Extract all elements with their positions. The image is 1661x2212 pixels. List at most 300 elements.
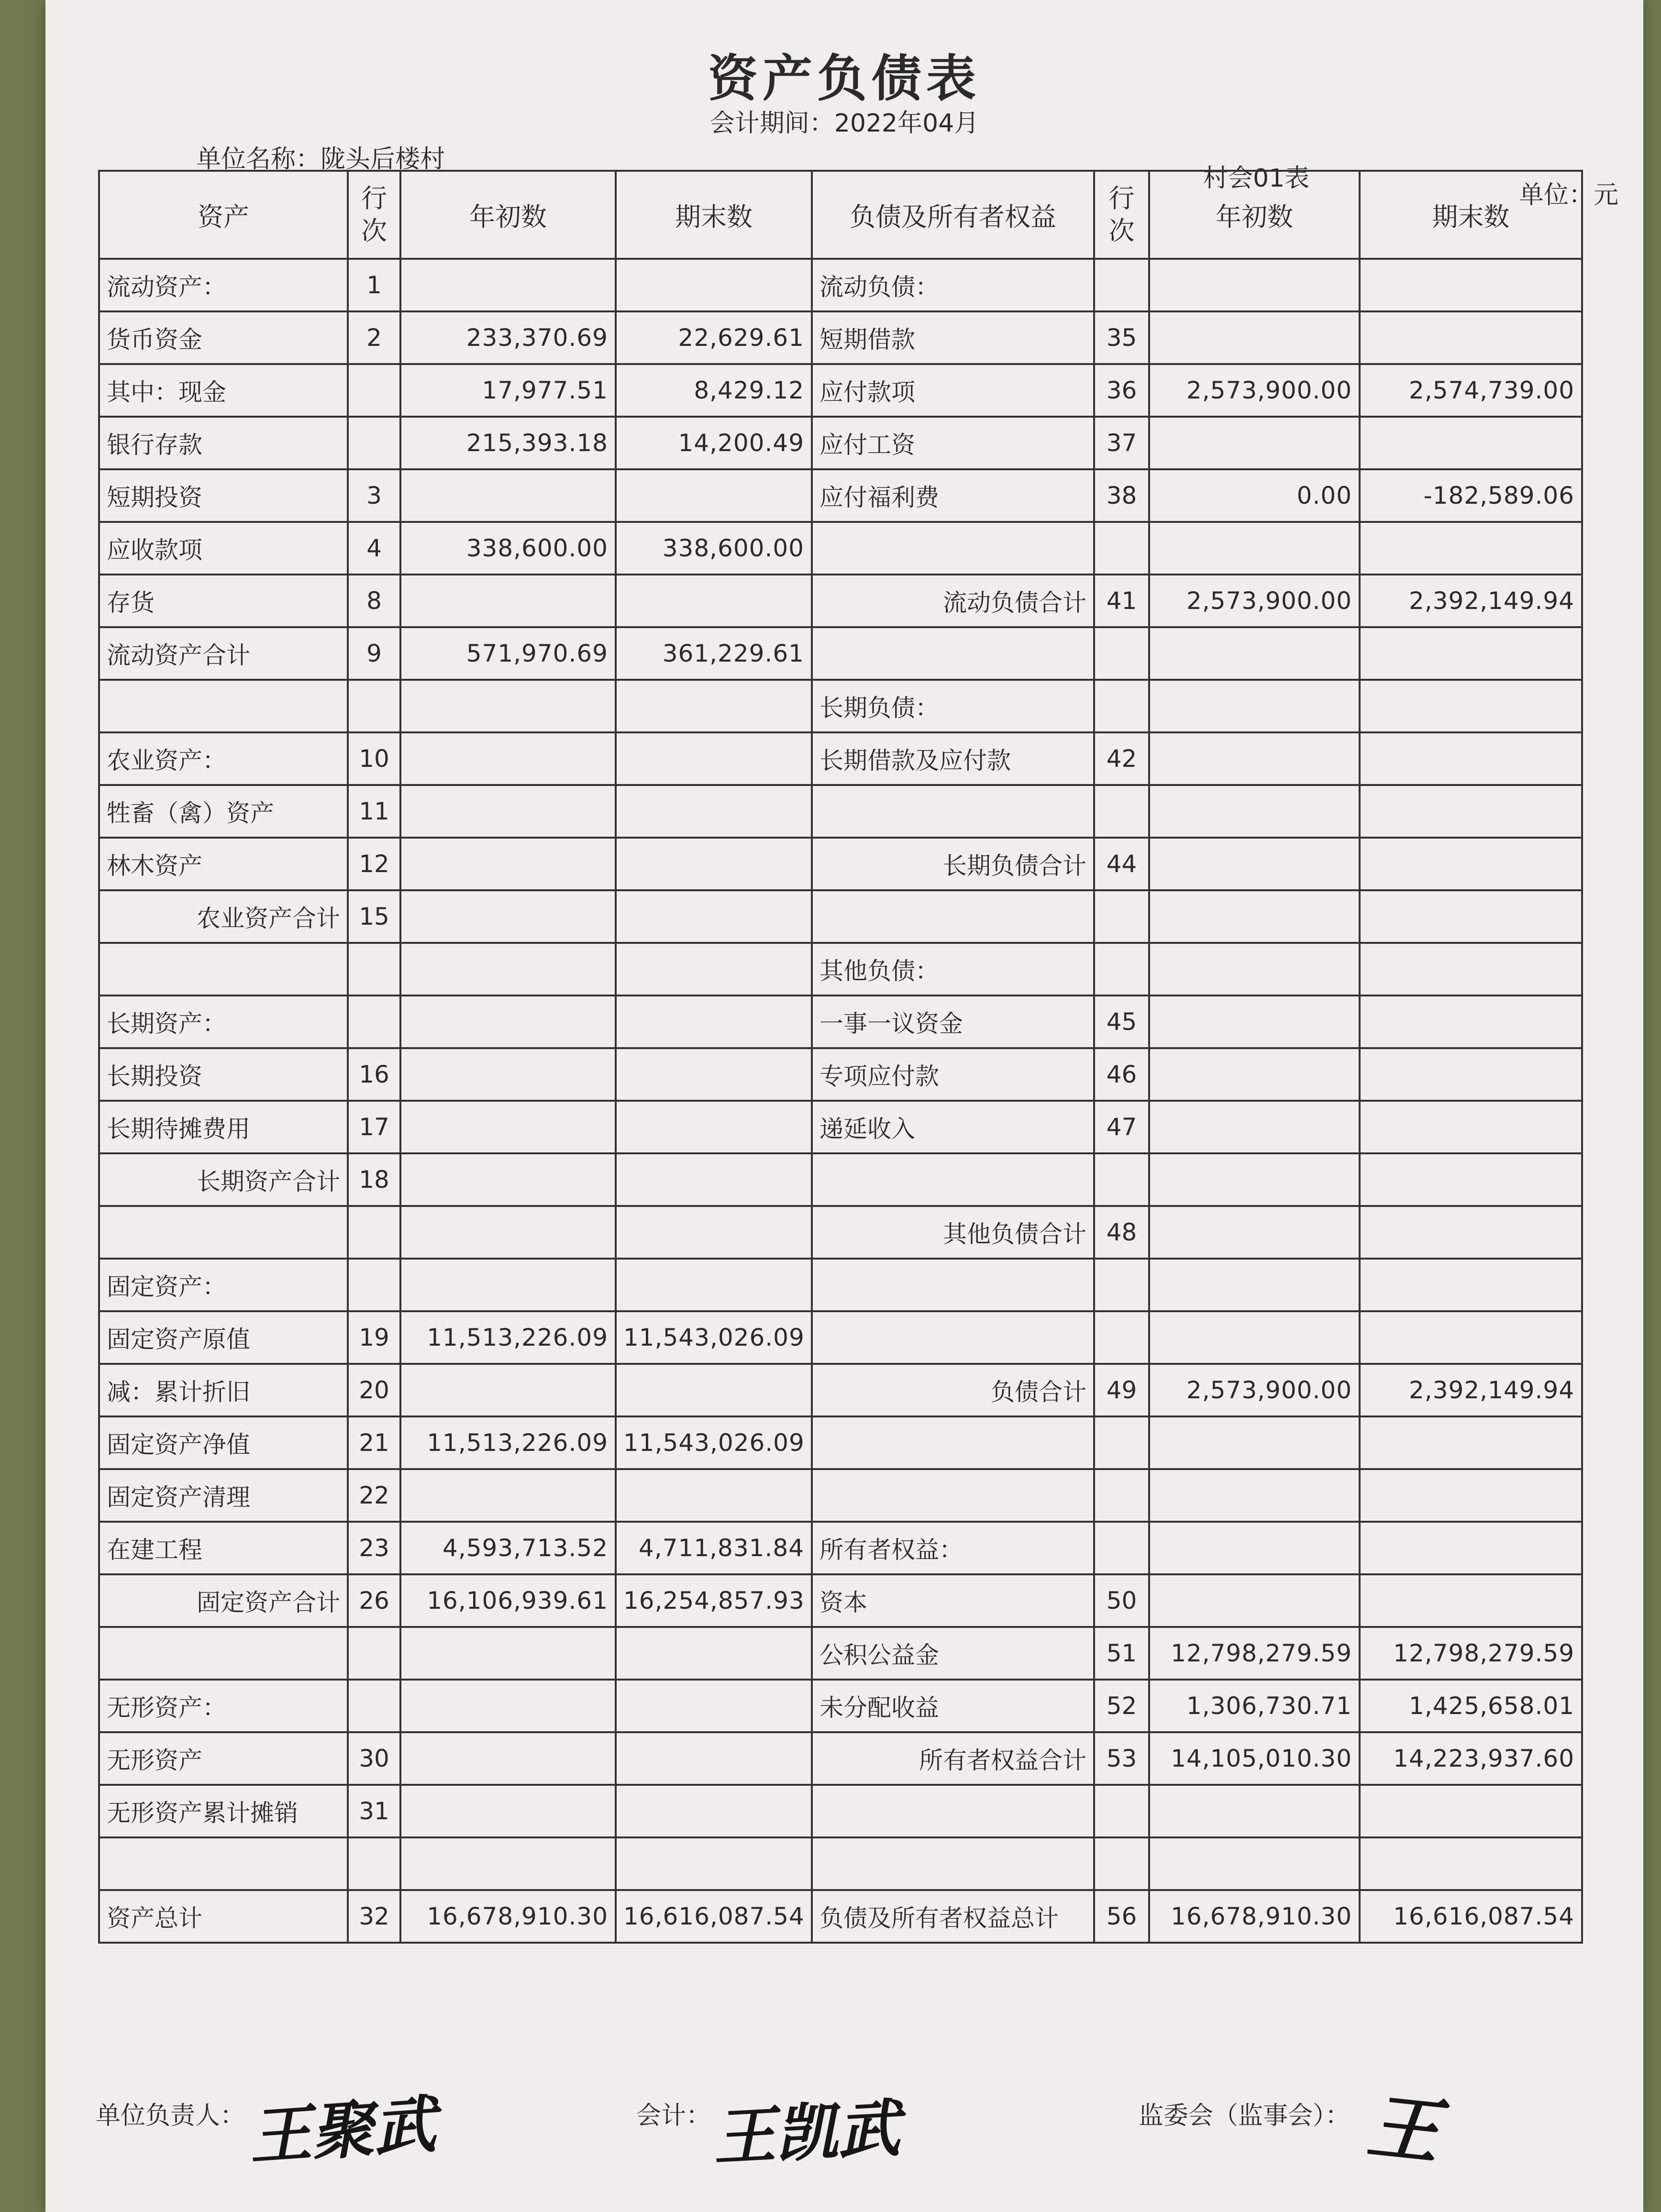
table-row xyxy=(99,1680,1582,1732)
asset-end-value: 22,629.61 xyxy=(616,311,812,364)
liability-begin-value xyxy=(1149,627,1360,680)
asset-end-value xyxy=(616,1837,812,1890)
supervisor-label: 监委会（监事会）： xyxy=(1139,2101,1351,2130)
table-row xyxy=(99,364,1582,417)
liability-line-no xyxy=(1094,259,1149,311)
asset-name: 银行存款 xyxy=(99,417,348,469)
header-assets: 资产 xyxy=(99,171,348,259)
asset-end-value xyxy=(616,1259,812,1311)
liability-name xyxy=(812,1416,1094,1469)
liability-line-no: 41 xyxy=(1094,575,1149,627)
table-row xyxy=(99,732,1582,785)
table-row xyxy=(99,627,1582,680)
liability-begin-value: 12,798,279.59 xyxy=(1149,1627,1360,1680)
liability-line-no: 50 xyxy=(1094,1574,1149,1627)
asset-begin-value: 11,513,226.09 xyxy=(400,1416,616,1469)
liability-begin-value xyxy=(1149,522,1360,575)
asset-line-no: 4 xyxy=(348,522,400,575)
asset-begin-value: 233,370.69 xyxy=(400,311,616,364)
liability-name: 一事一议资金 xyxy=(812,995,1094,1048)
liability-line-no: 46 xyxy=(1094,1048,1149,1101)
asset-begin-value xyxy=(400,259,616,311)
asset-begin-value: 16,678,910.30 xyxy=(400,1890,616,1943)
asset-name: 存货 xyxy=(99,575,348,627)
asset-end-value xyxy=(616,890,812,943)
table-row xyxy=(99,680,1582,732)
liability-begin-value: 1,306,730.71 xyxy=(1149,1680,1360,1732)
asset-end-value xyxy=(616,1732,812,1785)
asset-name: 货币资金 xyxy=(99,311,348,364)
liability-end-value xyxy=(1360,1101,1582,1153)
liability-end-value: 2,392,149.94 xyxy=(1360,1364,1582,1416)
liability-begin-value xyxy=(1149,680,1360,732)
asset-name xyxy=(99,1627,348,1680)
liability-end-value: -182,589.06 xyxy=(1360,469,1582,522)
asset-name: 固定资产净值 xyxy=(99,1416,348,1469)
liability-line-no xyxy=(1094,1311,1149,1364)
asset-name: 资产总计 xyxy=(99,1890,348,1943)
asset-line-no xyxy=(348,1680,400,1732)
table-row xyxy=(99,785,1582,838)
liability-begin-value xyxy=(1149,838,1360,890)
liability-line-no xyxy=(1094,1522,1149,1574)
asset-name: 在建工程 xyxy=(99,1522,348,1574)
accountant-label: 会计： xyxy=(636,2101,711,2130)
asset-begin-value xyxy=(400,1680,616,1732)
asset-name: 固定资产原值 xyxy=(99,1311,348,1364)
liability-name: 负债及所有者权益总计 xyxy=(812,1890,1094,1943)
balance-sheet-table xyxy=(98,170,1583,1944)
table-row xyxy=(99,469,1582,522)
liability-name: 所有者权益合计 xyxy=(812,1732,1094,1785)
liability-end-value xyxy=(1360,1522,1582,1574)
asset-end-value: 8,429.12 xyxy=(616,364,812,417)
liability-begin-value xyxy=(1149,1311,1360,1364)
table-row xyxy=(99,943,1582,995)
asset-end-value xyxy=(616,1680,812,1732)
liability-name xyxy=(812,1259,1094,1311)
liability-name: 其他负债合计 xyxy=(812,1206,1094,1259)
liability-end-value xyxy=(1360,311,1582,364)
unit-name: 单位名称：陇头后楼村 xyxy=(196,145,445,174)
liability-begin-value xyxy=(1149,1837,1360,1890)
asset-name: 其中：现金 xyxy=(99,364,348,417)
liability-end-value xyxy=(1360,522,1582,575)
table-row xyxy=(99,1469,1582,1522)
asset-end-value xyxy=(616,1785,812,1837)
liability-end-value xyxy=(1360,417,1582,469)
liability-begin-value xyxy=(1149,1469,1360,1522)
header-row xyxy=(99,171,1582,259)
table-row xyxy=(99,1574,1582,1627)
liability-begin-value xyxy=(1149,995,1360,1048)
liability-line-no xyxy=(1094,627,1149,680)
liability-name xyxy=(812,890,1094,943)
liability-line-no: 47 xyxy=(1094,1101,1149,1153)
asset-end-value xyxy=(616,1048,812,1101)
asset-line-no xyxy=(348,1206,400,1259)
liability-line-no xyxy=(1094,522,1149,575)
table-row xyxy=(99,1101,1582,1153)
table-row xyxy=(99,890,1582,943)
liability-begin-value: 2,573,900.00 xyxy=(1149,575,1360,627)
table-row xyxy=(99,1311,1582,1364)
liability-name: 应付款项 xyxy=(812,364,1094,417)
table-row xyxy=(99,1785,1582,1837)
asset-end-value xyxy=(616,838,812,890)
asset-line-no: 30 xyxy=(348,1732,400,1785)
liability-end-value: 12,798,279.59 xyxy=(1360,1627,1582,1680)
liability-end-value xyxy=(1360,943,1582,995)
liability-line-no: 56 xyxy=(1094,1890,1149,1943)
liability-end-value xyxy=(1360,1048,1582,1101)
asset-begin-value: 4,593,713.52 xyxy=(400,1522,616,1574)
asset-line-no: 26 xyxy=(348,1574,400,1627)
table-row xyxy=(99,259,1582,311)
asset-line-no: 32 xyxy=(348,1890,400,1943)
asset-end-value xyxy=(616,680,812,732)
liability-end-value xyxy=(1360,1153,1582,1206)
table-row xyxy=(99,1364,1582,1416)
asset-begin-value xyxy=(400,680,616,732)
asset-end-value xyxy=(616,785,812,838)
asset-end-value: 4,711,831.84 xyxy=(616,1522,812,1574)
asset-begin-value xyxy=(400,1153,616,1206)
liability-end-value xyxy=(1360,838,1582,890)
liability-end-value: 14,223,937.60 xyxy=(1360,1732,1582,1785)
table-row xyxy=(99,995,1582,1048)
liability-name: 负债合计 xyxy=(812,1364,1094,1416)
liability-line-no xyxy=(1094,1785,1149,1837)
asset-begin-value xyxy=(400,1206,616,1259)
liability-name xyxy=(812,1311,1094,1364)
liability-name xyxy=(812,785,1094,838)
liability-begin-value xyxy=(1149,417,1360,469)
asset-end-value: 11,543,026.09 xyxy=(616,1311,812,1364)
liability-name: 递延收入 xyxy=(812,1101,1094,1153)
asset-begin-value xyxy=(400,1364,616,1416)
supervisor-signature: 王 xyxy=(1363,2083,1444,2175)
asset-line-no xyxy=(348,1627,400,1680)
asset-line-no: 19 xyxy=(348,1311,400,1364)
liability-end-value xyxy=(1360,259,1582,311)
asset-line-no xyxy=(348,1837,400,1890)
asset-begin-value xyxy=(400,838,616,890)
liability-end-value xyxy=(1360,785,1582,838)
liability-line-no: 49 xyxy=(1094,1364,1149,1416)
asset-line-no: 31 xyxy=(348,1785,400,1837)
liability-name: 流动负债合计 xyxy=(812,575,1094,627)
table-row xyxy=(99,1259,1582,1311)
asset-name xyxy=(99,680,348,732)
liability-name xyxy=(812,1837,1094,1890)
asset-name: 林木资产 xyxy=(99,838,348,890)
asset-end-value xyxy=(616,1364,812,1416)
asset-name: 农业资产合计 xyxy=(99,890,348,943)
asset-name: 流动资产合计 xyxy=(99,627,348,680)
asset-name: 流动资产： xyxy=(99,259,348,311)
liability-line-no: 45 xyxy=(1094,995,1149,1048)
asset-line-no: 22 xyxy=(348,1469,400,1522)
asset-line-no: 3 xyxy=(348,469,400,522)
liability-line-no xyxy=(1094,1259,1149,1311)
liability-begin-value xyxy=(1149,1785,1360,1837)
asset-begin-value: 215,393.18 xyxy=(400,417,616,469)
liability-name: 未分配收益 xyxy=(812,1680,1094,1732)
liability-begin-value: 16,678,910.30 xyxy=(1149,1890,1360,1943)
liability-begin-value: 2,573,900.00 xyxy=(1149,1364,1360,1416)
asset-end-value xyxy=(616,995,812,1048)
asset-name: 农业资产： xyxy=(99,732,348,785)
asset-name: 固定资产： xyxy=(99,1259,348,1311)
asset-begin-value xyxy=(400,1837,616,1890)
asset-end-value: 11,543,026.09 xyxy=(616,1416,812,1469)
asset-name: 无形资产： xyxy=(99,1680,348,1732)
header-begin-2: 年初数 xyxy=(1149,171,1360,259)
asset-name: 固定资产合计 xyxy=(99,1574,348,1627)
liability-name: 其他负债： xyxy=(812,943,1094,995)
table-row xyxy=(99,1522,1582,1574)
asset-begin-value: 338,600.00 xyxy=(400,522,616,575)
liability-name xyxy=(812,522,1094,575)
liability-begin-value xyxy=(1149,1153,1360,1206)
table-row xyxy=(99,1153,1582,1206)
liability-name: 长期负债合计 xyxy=(812,838,1094,890)
asset-end-value xyxy=(616,1469,812,1522)
asset-line-no: 8 xyxy=(348,575,400,627)
liability-line-no xyxy=(1094,785,1149,838)
liability-name xyxy=(812,1153,1094,1206)
header-line-no: 行次 xyxy=(348,171,400,259)
liability-line-no: 38 xyxy=(1094,469,1149,522)
asset-name: 减：累计折旧 xyxy=(99,1364,348,1416)
liability-begin-value xyxy=(1149,785,1360,838)
liability-name: 所有者权益： xyxy=(812,1522,1094,1574)
liability-line-no xyxy=(1094,1837,1149,1890)
table-row xyxy=(99,1048,1582,1101)
asset-line-no: 1 xyxy=(348,259,400,311)
liability-end-value: 1,425,658.01 xyxy=(1360,1680,1582,1732)
asset-end-value: 16,616,087.54 xyxy=(616,1890,812,1943)
table-row xyxy=(99,838,1582,890)
asset-begin-value xyxy=(400,469,616,522)
asset-begin-value xyxy=(400,995,616,1048)
liability-line-no: 48 xyxy=(1094,1206,1149,1259)
liability-begin-value xyxy=(1149,259,1360,311)
liability-end-value xyxy=(1360,1785,1582,1837)
asset-line-no xyxy=(348,364,400,417)
liability-line-no: 44 xyxy=(1094,838,1149,890)
asset-name: 应收款项 xyxy=(99,522,348,575)
asset-end-value xyxy=(616,943,812,995)
asset-begin-value: 571,970.69 xyxy=(400,627,616,680)
liability-end-value xyxy=(1360,1469,1582,1522)
liability-begin-value xyxy=(1149,311,1360,364)
asset-name: 牲畜（禽）资产 xyxy=(99,785,348,838)
liability-begin-value: 2,573,900.00 xyxy=(1149,364,1360,417)
liability-end-value: 2,392,149.94 xyxy=(1360,575,1582,627)
liability-line-no: 51 xyxy=(1094,1627,1149,1680)
liability-begin-value xyxy=(1149,732,1360,785)
asset-begin-value xyxy=(400,1101,616,1153)
liability-end-value xyxy=(1360,1311,1582,1364)
accounting-period: 会计期间：2022年04月 xyxy=(709,109,979,138)
asset-begin-value: 16,106,939.61 xyxy=(400,1574,616,1627)
liability-name: 资本 xyxy=(812,1574,1094,1627)
asset-end-value: 16,254,857.93 xyxy=(616,1574,812,1627)
asset-line-no: 17 xyxy=(348,1101,400,1153)
asset-name: 无形资产 xyxy=(99,1732,348,1785)
liability-line-no xyxy=(1094,1416,1149,1469)
liability-end-value xyxy=(1360,1259,1582,1311)
asset-begin-value xyxy=(400,575,616,627)
table-row xyxy=(99,311,1582,364)
liability-line-no xyxy=(1094,943,1149,995)
liability-name: 短期借款 xyxy=(812,311,1094,364)
liability-begin-value: 0.00 xyxy=(1149,469,1360,522)
asset-begin-value xyxy=(400,1259,616,1311)
asset-begin-value xyxy=(400,1785,616,1837)
asset-name: 长期投资 xyxy=(99,1048,348,1101)
table-row xyxy=(99,1627,1582,1680)
liability-name: 长期负债： xyxy=(812,680,1094,732)
asset-line-no xyxy=(348,417,400,469)
header-end-2: 期末数 xyxy=(1360,171,1582,259)
liability-begin-value xyxy=(1149,1048,1360,1101)
liability-name: 流动负债： xyxy=(812,259,1094,311)
liability-line-no xyxy=(1094,1153,1149,1206)
asset-begin-value xyxy=(400,732,616,785)
liability-line-no: 52 xyxy=(1094,1680,1149,1732)
asset-end-value xyxy=(616,469,812,522)
liability-name xyxy=(812,1785,1094,1837)
liability-begin-value: 14,105,010.30 xyxy=(1149,1732,1360,1785)
header-line-no-2: 行次 xyxy=(1094,171,1149,259)
liability-end-value xyxy=(1360,1206,1582,1259)
liability-begin-value xyxy=(1149,943,1360,995)
liability-name: 应付福利费 xyxy=(812,469,1094,522)
liability-end-value: 16,616,087.54 xyxy=(1360,1890,1582,1943)
liability-line-no xyxy=(1094,680,1149,732)
asset-line-no: 10 xyxy=(348,732,400,785)
asset-line-no xyxy=(348,995,400,1048)
table-row xyxy=(99,575,1582,627)
asset-line-no: 15 xyxy=(348,890,400,943)
asset-line-no xyxy=(348,943,400,995)
table-row xyxy=(99,1837,1582,1890)
liability-end-value xyxy=(1360,627,1582,680)
asset-begin-value xyxy=(400,1627,616,1680)
liability-name: 公积公益金 xyxy=(812,1627,1094,1680)
liability-end-value xyxy=(1360,680,1582,732)
liability-begin-value xyxy=(1149,1416,1360,1469)
table-row xyxy=(99,1890,1582,1943)
table-row xyxy=(99,1416,1582,1469)
asset-begin-value xyxy=(400,890,616,943)
liability-line-no: 42 xyxy=(1094,732,1149,785)
header-liabilities: 负债及所有者权益 xyxy=(812,171,1094,259)
header-begin: 年初数 xyxy=(400,171,616,259)
asset-begin-value xyxy=(400,1469,616,1522)
liability-name xyxy=(812,1469,1094,1522)
liability-end-value xyxy=(1360,995,1582,1048)
liability-name: 专项应付款 xyxy=(812,1048,1094,1101)
table-row xyxy=(99,1206,1582,1259)
asset-line-no: 11 xyxy=(348,785,400,838)
asset-begin-value xyxy=(400,785,616,838)
liability-end-value xyxy=(1360,1416,1582,1469)
asset-begin-value xyxy=(400,1048,616,1101)
liability-name: 应付工资 xyxy=(812,417,1094,469)
asset-end-value xyxy=(616,259,812,311)
asset-name: 短期投资 xyxy=(99,469,348,522)
liability-name xyxy=(812,627,1094,680)
asset-name xyxy=(99,1206,348,1259)
asset-name: 长期资产合计 xyxy=(99,1153,348,1206)
liability-begin-value xyxy=(1149,1101,1360,1153)
asset-begin-value: 17,977.51 xyxy=(400,364,616,417)
accountant-signature: 王凯武 xyxy=(711,2091,902,2175)
table-row xyxy=(99,417,1582,469)
asset-line-no: 23 xyxy=(348,1522,400,1574)
asset-name: 长期资产： xyxy=(99,995,348,1048)
table-row xyxy=(99,1732,1582,1785)
liability-begin-value xyxy=(1149,1259,1360,1311)
asset-line-no: 9 xyxy=(348,627,400,680)
asset-line-no: 21 xyxy=(348,1416,400,1469)
liability-begin-value xyxy=(1149,1522,1360,1574)
asset-end-value: 338,600.00 xyxy=(616,522,812,575)
liability-end-value: 2,574,739.00 xyxy=(1360,364,1582,417)
currency-unit: 单位：元 xyxy=(1519,181,1619,210)
asset-end-value xyxy=(616,575,812,627)
asset-begin-value xyxy=(400,943,616,995)
asset-end-value xyxy=(616,1206,812,1259)
asset-line-no: 16 xyxy=(348,1048,400,1101)
document-title: 资产负债表 xyxy=(708,49,981,108)
asset-line-no xyxy=(348,1259,400,1311)
asset-name: 长期待摊费用 xyxy=(99,1101,348,1153)
liability-line-no: 35 xyxy=(1094,311,1149,364)
asset-end-value xyxy=(616,1627,812,1680)
liability-line-no: 53 xyxy=(1094,1732,1149,1785)
asset-name xyxy=(99,943,348,995)
asset-end-value xyxy=(616,1101,812,1153)
asset-end-value xyxy=(616,732,812,785)
asset-name: 无形资产累计摊销 xyxy=(99,1785,348,1837)
asset-line-no: 2 xyxy=(348,311,400,364)
liability-end-value xyxy=(1360,732,1582,785)
asset-end-value: 14,200.49 xyxy=(616,417,812,469)
liability-begin-value xyxy=(1149,1206,1360,1259)
asset-line-no: 18 xyxy=(348,1153,400,1206)
asset-end-value: 361,229.61 xyxy=(616,627,812,680)
asset-line-no: 12 xyxy=(348,838,400,890)
asset-begin-value xyxy=(400,1732,616,1785)
head-signature: 王聚武 xyxy=(246,2087,438,2174)
form-number: 村会01表 xyxy=(1203,164,1310,193)
liability-line-no: 37 xyxy=(1094,417,1149,469)
asset-line-no: 20 xyxy=(348,1364,400,1416)
liability-line-no xyxy=(1094,1469,1149,1522)
liability-name: 长期借款及应付款 xyxy=(812,732,1094,785)
header-end: 期末数 xyxy=(616,171,812,259)
liability-line-no xyxy=(1094,890,1149,943)
liability-end-value xyxy=(1360,1574,1582,1627)
liability-begin-value xyxy=(1149,1574,1360,1627)
liability-end-value xyxy=(1360,890,1582,943)
asset-line-no xyxy=(348,680,400,732)
